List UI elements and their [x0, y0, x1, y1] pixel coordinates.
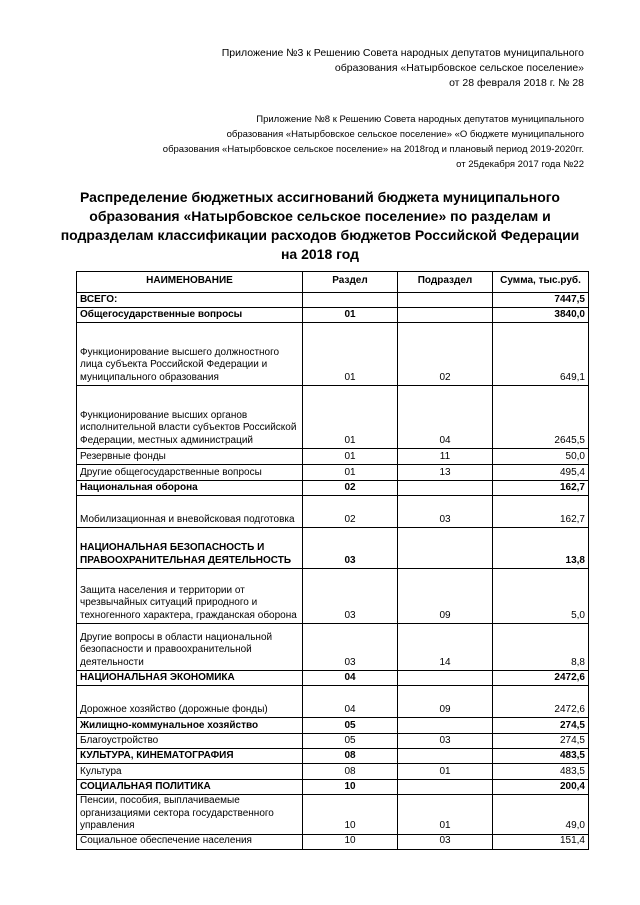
table-row — [77, 386, 589, 449]
row-subsection: 14 — [398, 624, 493, 671]
row-name: Функционирование высших органов исполнительной власти субъектов Российской Федерации, местных администраций — [77, 386, 303, 449]
row-subsection — [398, 293, 493, 308]
budget-table — [76, 271, 589, 850]
table-row — [77, 496, 589, 528]
row-sum: 5,0 — [493, 569, 589, 624]
table-row — [77, 718, 589, 734]
table-row — [77, 528, 589, 569]
row-sum: 3840,0 — [493, 308, 589, 323]
row-sum: 151,4 — [493, 834, 589, 849]
row-name: Защита населения и территории от чрезвычайных ситуаций природного и техногенного характера, гражданская оборона — [77, 569, 303, 624]
row-name: Национальная оборона — [77, 481, 303, 496]
table-row — [77, 795, 589, 835]
row-section: 01 — [303, 449, 398, 465]
row-sum: 483,5 — [493, 749, 589, 764]
row-section: 08 — [303, 764, 398, 780]
row-sum: 2645,5 — [493, 386, 589, 449]
row-sum: 49,0 — [493, 795, 589, 835]
row-name: Пенсии, пособия, выплачиваемые организациями сектора государственного управления — [77, 795, 303, 835]
table-row — [77, 323, 589, 386]
row-name: ВСЕГО: — [77, 293, 303, 308]
row-subsection — [398, 308, 493, 323]
row-section: 01 — [303, 323, 398, 386]
row-name: Жилищно-коммунальное хозяйство — [77, 718, 303, 734]
row-section — [303, 293, 398, 308]
header2-line4: от 25декабря 2017 года №22 — [456, 159, 584, 170]
header1-line3: от 28 февраля 2018 г. № 28 — [449, 77, 584, 89]
header2-line1: Приложение №8 к Решению Совета народных депутатов муниципального — [256, 114, 584, 125]
row-sum: 2472,6 — [493, 671, 589, 686]
row-name: НАЦИОНАЛЬНАЯ БЕЗОПАСНОСТЬ И ПРАВООХРАНИТЕЛЬНАЯ ДЕЯТЕЛЬНОСТЬ — [77, 528, 303, 569]
row-name: КУЛЬТУРА, КИНЕМАТОГРАФИЯ — [77, 749, 303, 764]
row-name: Культура — [77, 764, 303, 780]
approval-header-1 — [222, 46, 584, 91]
row-subsection — [398, 780, 493, 795]
row-name: Резервные фонды — [77, 449, 303, 465]
row-sum: 50,0 — [493, 449, 589, 465]
row-section: 05 — [303, 718, 398, 734]
table-row — [77, 764, 589, 780]
row-section: 03 — [303, 528, 398, 569]
row-subsection — [398, 718, 493, 734]
table-row — [77, 749, 589, 764]
row-section: 02 — [303, 496, 398, 528]
row-section: 10 — [303, 834, 398, 849]
row-subsection: 01 — [398, 795, 493, 835]
header-subsection: Подраздел — [398, 272, 493, 293]
row-subsection — [398, 481, 493, 496]
table-row — [77, 569, 589, 624]
header-name: НАИМЕНОВАНИЕ — [77, 272, 303, 293]
table-row — [77, 624, 589, 671]
row-subsection: 09 — [398, 569, 493, 624]
row-sum: 7447,5 — [493, 293, 589, 308]
row-sum: 162,7 — [493, 481, 589, 496]
title-line2: образования «Натырбовское сельское поселение» по разделам и — [89, 208, 551, 224]
title-line4: на 2018 год — [280, 246, 360, 262]
title-line1: Распределение бюджетных ассигнований бюджета муниципального — [80, 189, 560, 205]
row-subsection: 02 — [398, 323, 493, 386]
row-name: Другие вопросы в области национальной безопасности и правоохранительной деятельности — [77, 624, 303, 671]
table-row — [77, 481, 589, 496]
row-section: 01 — [303, 308, 398, 323]
row-subsection: 04 — [398, 386, 493, 449]
row-subsection — [398, 528, 493, 569]
row-sum: 8,8 — [493, 624, 589, 671]
row-section: 05 — [303, 734, 398, 749]
row-subsection — [398, 671, 493, 686]
header2-line3: образования «Натырбовское сельское поселение» на 2018год и плановый период 2019-2020гг. — [162, 144, 584, 155]
row-name: Функционирование высшего должностного лица субъекта Российской Федерации и муниципального образования — [77, 323, 303, 386]
table-row — [77, 293, 589, 308]
title-line3: подразделам классификации расходов бюджетов Российской Федерации — [60, 227, 580, 243]
row-name: СОЦИАЛЬНАЯ ПОЛИТИКА — [77, 780, 303, 795]
row-name: Благоустройство — [77, 734, 303, 749]
approval-header-2 — [163, 112, 584, 172]
row-name: Общегосударственные вопросы — [77, 308, 303, 323]
row-name: Дорожное хозяйство (дорожные фонды) — [77, 686, 303, 718]
row-name: НАЦИОНАЛЬНАЯ ЭКОНОМИКА — [77, 671, 303, 686]
header-section: Раздел — [303, 272, 398, 293]
header2-line2: образования «Натырбовское сельское поселение» «О бюджете муниципального — [226, 129, 584, 140]
row-sum: 274,5 — [493, 734, 589, 749]
row-section: 10 — [303, 795, 398, 835]
row-subsection — [398, 749, 493, 764]
header1-line2: образования «Натырбовское сельское поселение» — [334, 62, 584, 74]
row-section: 08 — [303, 749, 398, 764]
row-section: 02 — [303, 481, 398, 496]
row-section: 04 — [303, 671, 398, 686]
table-row — [77, 449, 589, 465]
table-row — [77, 465, 589, 481]
row-section: 03 — [303, 569, 398, 624]
table-row — [77, 671, 589, 686]
row-sum: 2472,6 — [493, 686, 589, 718]
row-name: Другие общегосударственные вопросы — [77, 465, 303, 481]
row-sum: 649,1 — [493, 323, 589, 386]
row-section: 01 — [303, 386, 398, 449]
header-sum: Сумма, тыс.руб. — [493, 272, 589, 293]
document-title — [40, 188, 600, 264]
row-subsection: 13 — [398, 465, 493, 481]
table-row — [77, 308, 589, 323]
header1-line1: Приложение №3 к Решению Совета народных депутатов муниципального — [221, 47, 584, 59]
row-sum: 495,4 — [493, 465, 589, 481]
row-sum: 274,5 — [493, 718, 589, 734]
row-subsection: 09 — [398, 686, 493, 718]
row-name: Социальное обеспечение населения — [77, 834, 303, 849]
row-name: Мобилизационная и вневойсковая подготовка — [77, 496, 303, 528]
row-sum: 483,5 — [493, 764, 589, 780]
table-row — [77, 780, 589, 795]
table-row — [77, 734, 589, 749]
row-subsection: 03 — [398, 734, 493, 749]
row-subsection: 11 — [398, 449, 493, 465]
row-section: 10 — [303, 780, 398, 795]
row-subsection: 03 — [398, 496, 493, 528]
row-subsection: 01 — [398, 764, 493, 780]
row-sum: 162,7 — [493, 496, 589, 528]
row-section: 03 — [303, 624, 398, 671]
row-sum: 13,8 — [493, 528, 589, 569]
row-subsection: 03 — [398, 834, 493, 849]
table-row — [77, 834, 589, 849]
row-sum: 200,4 — [493, 780, 589, 795]
row-section: 01 — [303, 465, 398, 481]
table-header-row — [77, 272, 589, 293]
table-row — [77, 686, 589, 718]
row-section: 04 — [303, 686, 398, 718]
